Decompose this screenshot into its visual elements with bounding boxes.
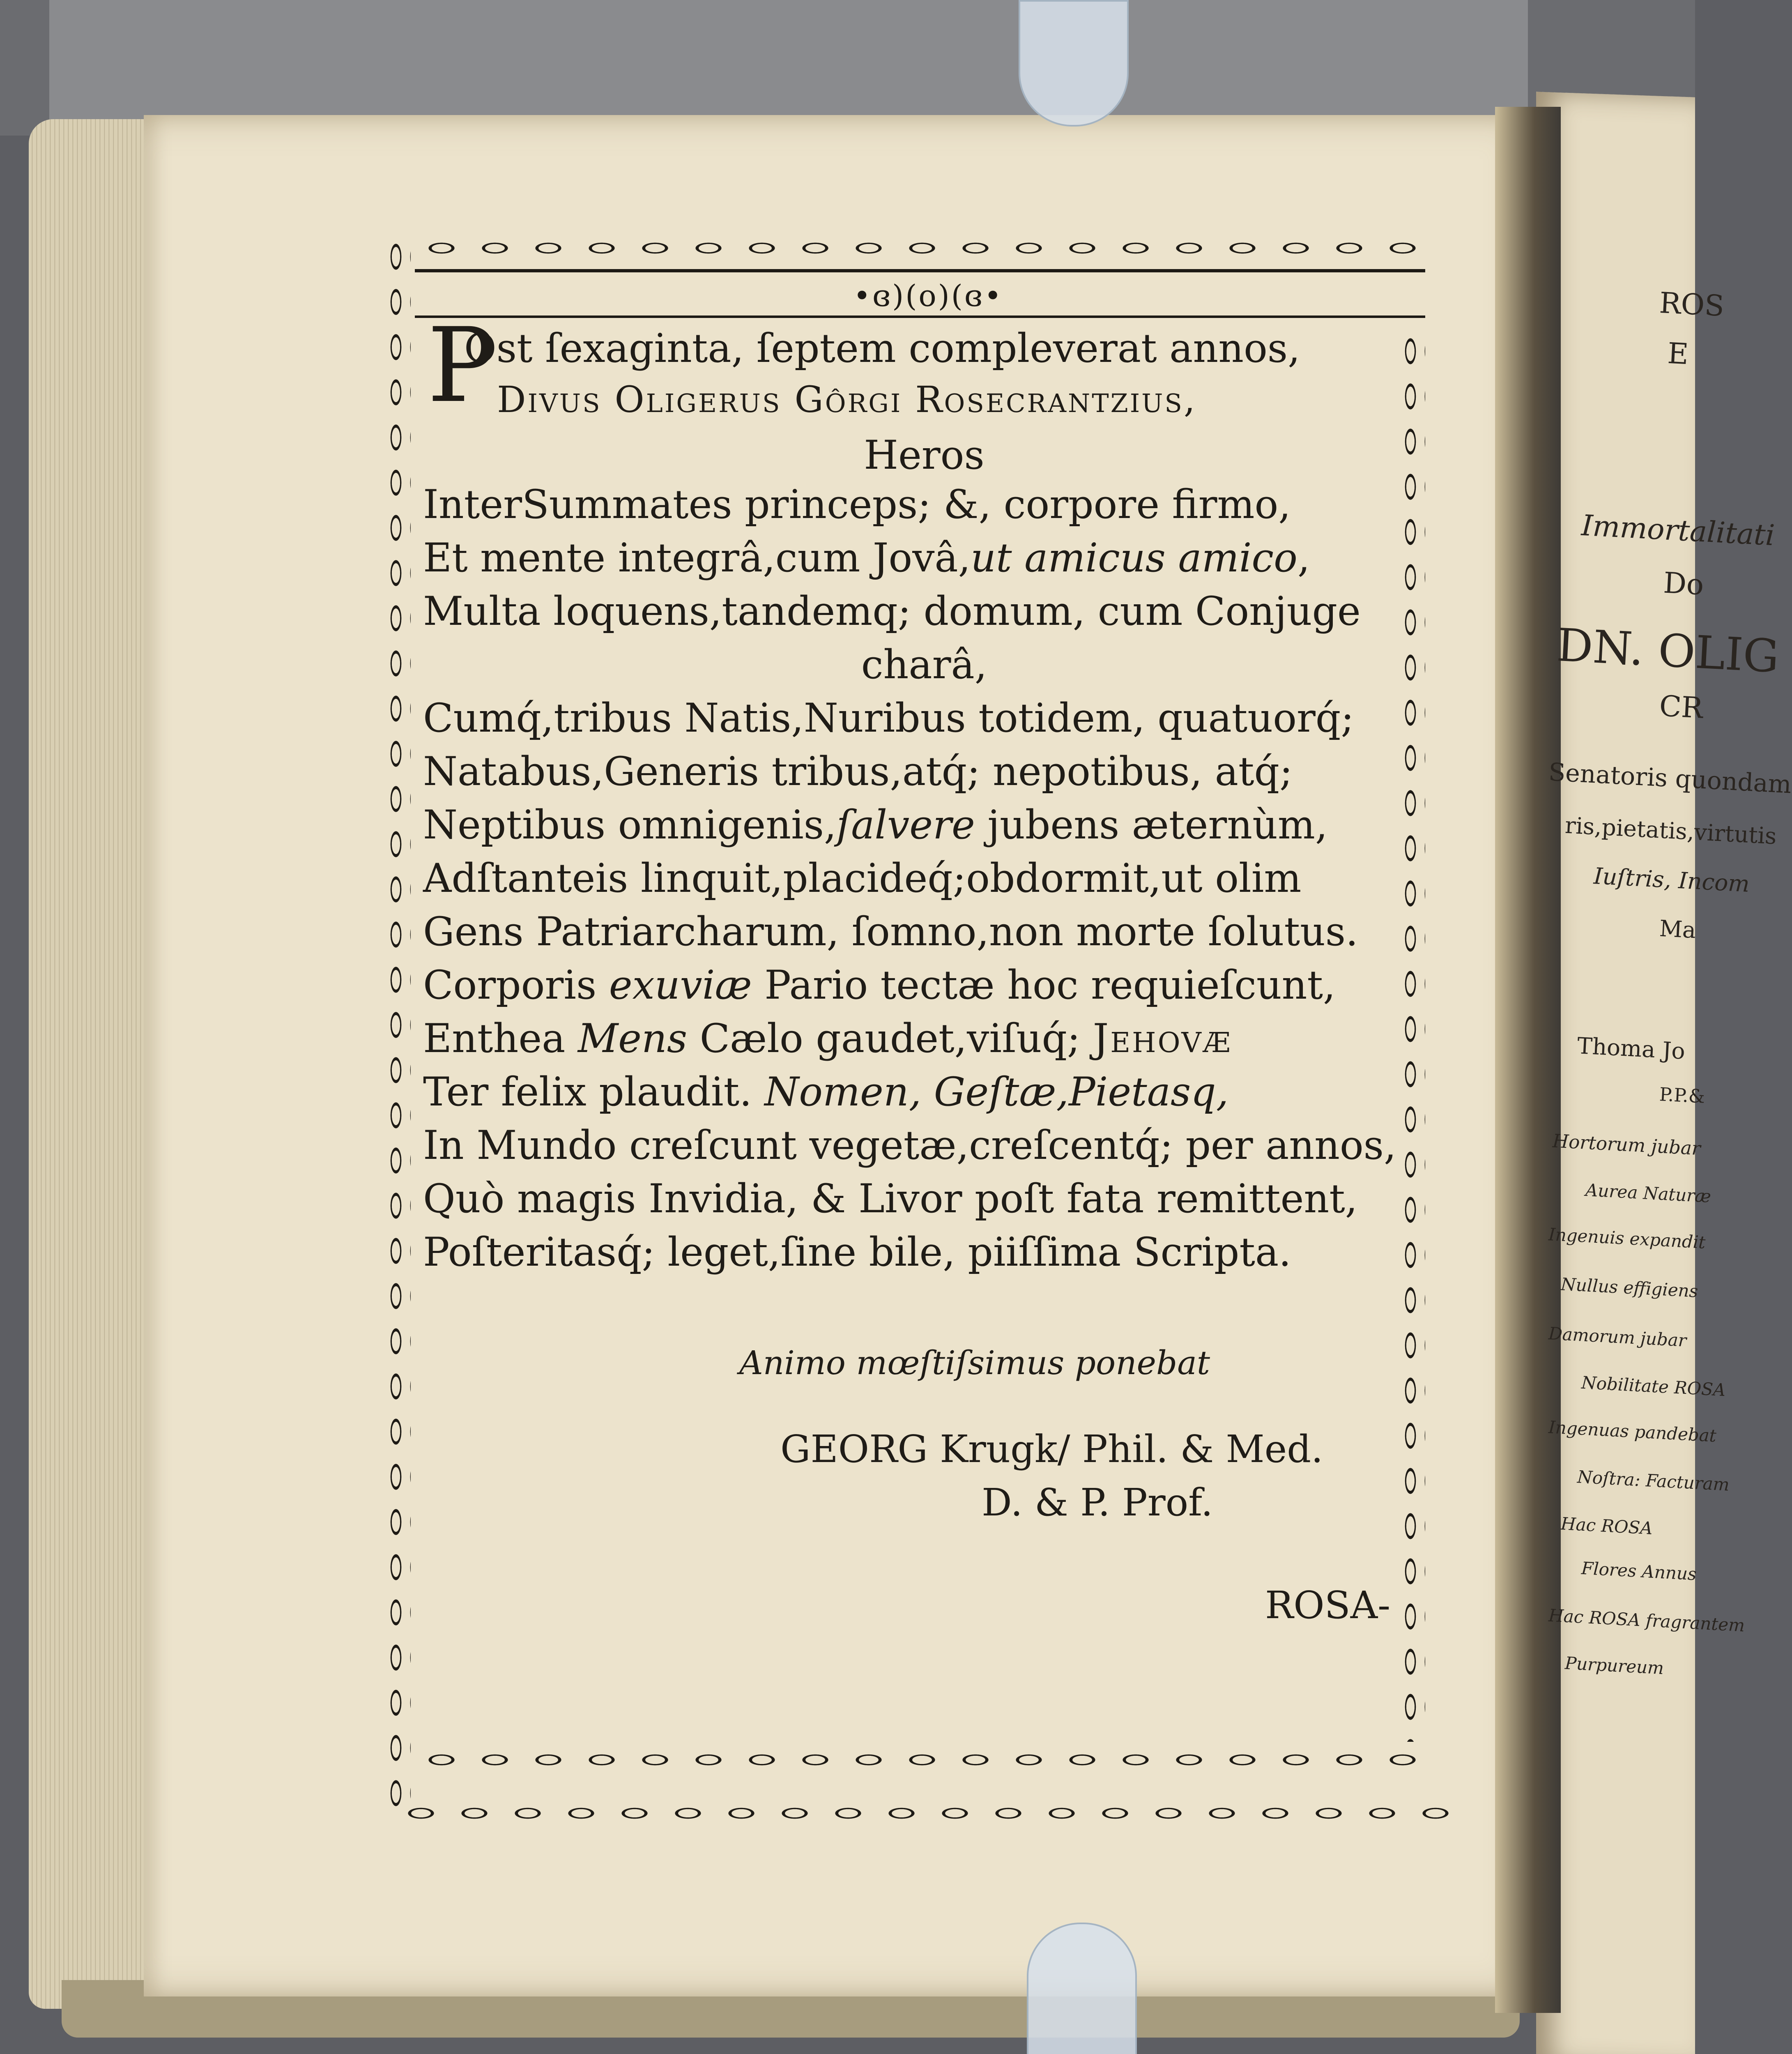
text-line: InterSummates princeps; &, corpore firmo, (423, 481, 1291, 527)
text-line (423, 1068, 1228, 1116)
text-span-italic: exuviæ (609, 962, 752, 1008)
dedication-line: Animo mœſtiſsimus ponebat (739, 1344, 1210, 1382)
text-span: , (1297, 535, 1310, 581)
text-span: Ter felix plaudit. (423, 1069, 765, 1115)
text-span: Et mente integrâ,cum Jovâ, (423, 535, 971, 581)
text-line (423, 801, 1327, 849)
text-span-italic: ſalvere (836, 802, 975, 848)
text-span: Pario tectæ hoc requieſcunt, (752, 962, 1336, 1008)
facing-text: ROS (1658, 286, 1725, 323)
facing-text: Do (1662, 566, 1705, 602)
text-line: Gens Patriarcharum, ſomno,non morte ſolutus. (423, 909, 1358, 955)
facing-text: Damorum jubar (1548, 1323, 1687, 1351)
facing-text: Iuſtris, Incom (1593, 863, 1751, 897)
facing-text: DN. OLIG (1555, 618, 1780, 683)
facing-text: Flores Annus (1580, 1558, 1697, 1584)
frame-chain-top (415, 238, 1425, 258)
text-line: In Mundo creſcunt vegetæ,creſcentq́; per annos, (423, 1122, 1396, 1168)
facing-text: Immortalitati (1580, 508, 1776, 553)
text-span-italic: Mens (577, 1015, 688, 1062)
facing-text: CR (1658, 689, 1704, 725)
facing-text: Purpureum (1564, 1653, 1665, 1679)
text-span: Cælo gaudet,viſuq́; (687, 1015, 1093, 1062)
text-line: Ost ſexaginta, ſeptem compleverat annos, (464, 325, 1300, 371)
facing-text: P.P.& (1659, 1083, 1706, 1108)
facing-text: Hac ROSA (1560, 1513, 1653, 1538)
facing-text: Noſtra: Facturam (1576, 1467, 1730, 1495)
frame-rule-top (415, 269, 1425, 272)
facing-text: Nullus effigiens (1560, 1274, 1699, 1301)
frame-chain-right (1401, 329, 1425, 1742)
facing-text: E (1666, 336, 1690, 371)
facing-text: Thoma Jo (1576, 1032, 1686, 1064)
text-line: Natabus,Generis tribus,atq́; nepotibus, atq́; (423, 748, 1293, 794)
frame-chain-bottom (415, 1750, 1425, 1770)
text-line: Cumq́,tribus Natis,Nuribus totidem, quatuorq́; (423, 695, 1354, 741)
backing-card (49, 0, 1528, 123)
facing-text: Ingenuis expandit (1548, 1224, 1706, 1253)
text-line: charâ, (861, 642, 987, 688)
facing-text: Ma (1659, 915, 1697, 944)
text-span-italic: Nomen, Geſtæ,Pietasq, (764, 1069, 1229, 1115)
frame-rule-top-inner (415, 315, 1425, 318)
facing-text: Ingenuas pandebat (1548, 1417, 1717, 1446)
text-span: jubens æternùm, (975, 802, 1328, 848)
frame-chain-left (386, 234, 411, 1816)
author-line-2: D. & P. Prof. (982, 1481, 1213, 1524)
facing-text: Hortorum jubar (1552, 1130, 1701, 1160)
facing-text: Aurea Naturæ (1585, 1180, 1712, 1207)
text-span: Neptibus omnigenis, (423, 802, 837, 848)
facing-text: Nobilitate ROSA (1580, 1372, 1726, 1400)
book-gutter (1495, 107, 1561, 2013)
text-span-italic: ut amicus amico (971, 535, 1297, 581)
page-clip-bottom (1027, 1923, 1137, 2054)
page-clip-top (1019, 0, 1129, 127)
text-line (423, 961, 1336, 1009)
drop-initial: P (427, 306, 497, 425)
text-span: Enthea (423, 1015, 578, 1062)
text-span-caps: Jehovæ (1093, 1015, 1232, 1062)
text-line: Multa loquens,tandemq; domum, cum Conjuge (423, 588, 1361, 634)
facing-text: ris,pietatis,virtutis (1564, 812, 1777, 850)
text-line (423, 534, 1310, 582)
facing-text: Hac ROSA fragrantem (1548, 1605, 1746, 1636)
head-ornament: •ɞ)(o)(ɞ• (853, 279, 1003, 313)
author-line: GEORG Krugk/ Phil. & Med. (780, 1427, 1323, 1471)
text-span: Corporis (423, 962, 609, 1008)
text-line: Quò magis Invidia, & Livor poſt fata remittent, (423, 1176, 1358, 1222)
catchword: ROSA- (1265, 1583, 1391, 1627)
text-line: Poſteritasq́; leget,ſine bile, piiſſima Scripta. (423, 1229, 1291, 1275)
frame-chain-bottom-outer (394, 1803, 1454, 1823)
facing-text: Senatoris quondam (1548, 758, 1792, 799)
text-line: Heros (864, 432, 985, 478)
text-line: Adſtanteis linquit,placideq́;obdormit,ut olim (423, 855, 1302, 901)
text-line: Divus Oligerus Gôrgi Rosecrantzius, (497, 378, 1197, 421)
text-line (423, 1015, 1232, 1062)
